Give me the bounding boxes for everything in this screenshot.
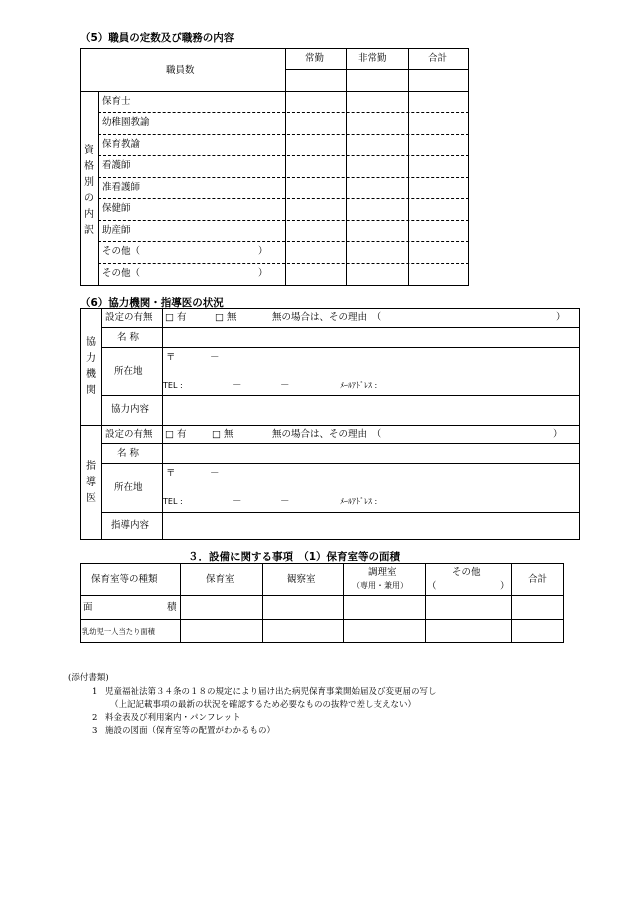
name-label-1: 名 称 xyxy=(117,332,140,343)
attachment-2-num: 2 xyxy=(92,713,98,723)
row-label-other-2-close: ） xyxy=(258,268,268,279)
reason-close-1: ） xyxy=(556,312,566,323)
total-room-header: 合計 xyxy=(528,574,548,585)
setting-label-1: 設定の有無 xyxy=(105,312,153,323)
content-label-1: 協力内容 xyxy=(111,404,150,415)
mail-label-2: ﾒｰﾙｱﾄﾞﾚｽ : xyxy=(340,497,378,506)
row-label-nurse: 看護師 xyxy=(102,160,131,171)
reason-close-2: ） xyxy=(553,429,563,440)
row-label-other-1: その他（ xyxy=(102,246,141,257)
row-label-other-1-close: ） xyxy=(258,246,268,257)
kitchen-note: （専用・兼用） xyxy=(352,581,408,590)
row-label-public-health-nurse: 保健師 xyxy=(102,203,131,214)
mail-label-1: ﾒｰﾙｱﾄﾞﾚｽ : xyxy=(340,381,378,390)
attachment-1-text: 児童福祉法第３４条の１８の規定により届け出た病児保育事業開始届及び変更届の写し xyxy=(105,687,437,697)
row-label-kindergarten: 幼稚園教諭 xyxy=(102,117,150,128)
total-header: 合計 xyxy=(428,53,448,64)
kitchen-header: 調理室 xyxy=(368,567,397,578)
section5-title: （5）職員の定数及び職務の内容 xyxy=(80,32,235,44)
postal-mark-1: 〒 xyxy=(166,352,176,363)
option-yes-2[interactable]: □ 有 xyxy=(165,429,187,440)
attachment-3-num: 3 xyxy=(92,726,98,736)
address-label-2: 所在地 xyxy=(114,482,143,493)
other-paren-open: （ xyxy=(427,581,437,592)
tel-dash1-2: － xyxy=(232,496,242,507)
area-label-b: 積 xyxy=(167,602,177,613)
content-label-2: 指導内容 xyxy=(111,520,150,531)
attachment-1-note: （上記記載事項の最新の状況を確認するため必要なものの抜粋で差し支えない） xyxy=(110,700,417,710)
postal-mark-2: 〒 xyxy=(166,468,176,479)
postal-dash-1: － xyxy=(210,352,220,363)
tel-label-1: TEL : xyxy=(163,381,183,390)
setting-label-2: 設定の有無 xyxy=(105,429,153,440)
row-label-childcare: 保育士 xyxy=(102,96,131,107)
tel-dash2-1: － xyxy=(280,380,290,391)
row-label-other-2: その他（ xyxy=(102,268,141,279)
other-paren-close: ） xyxy=(500,581,510,592)
tel-label-2: TEL : xyxy=(163,497,183,506)
reason-text-1: 無の場合は、その理由 （ xyxy=(272,312,382,323)
staff-count-header: 職員数 xyxy=(166,65,195,76)
row-label-nursery-teacher: 保育教諭 xyxy=(102,139,141,150)
attachments-heading: (添付書類) xyxy=(68,673,109,683)
per-child-area-label: 乳幼児一人当たり面積 xyxy=(82,627,155,636)
supervising-doctor-side-label: 指 導 医 xyxy=(86,461,96,504)
section6-title: （6）協力機関・指導医の状況 xyxy=(80,297,224,309)
option-yes-1[interactable]: □ 有 xyxy=(165,312,187,323)
observation-room-header: 観察室 xyxy=(287,574,316,585)
room-type-header: 保育室等の種類 xyxy=(91,574,158,585)
attachment-2-text: 料金表及び利用案内・パンフレット xyxy=(105,713,241,723)
row-label-midwife: 助産師 xyxy=(102,225,131,236)
reason-text-2: 無の場合は、その理由 （ xyxy=(272,429,382,440)
row-label-assistant-nurse: 准看護師 xyxy=(102,182,141,193)
area-label-a: 面 xyxy=(83,602,93,613)
option-no-1[interactable]: □ 無 xyxy=(215,312,237,323)
nursery-room-header: 保育室 xyxy=(206,574,235,585)
other-header: その他 xyxy=(452,567,481,578)
tel-dash1-1: － xyxy=(232,380,242,391)
part-time-header: 非常勤 xyxy=(358,53,387,64)
attachment-1-num: 1 xyxy=(92,687,98,697)
tel-dash2-2: － xyxy=(280,496,290,507)
qualification-side-label: 資 格 別 の 内 訳 xyxy=(84,145,94,236)
name-label-2: 名 称 xyxy=(117,448,140,459)
address-label-1: 所在地 xyxy=(114,366,143,377)
full-time-header: 常勤 xyxy=(305,53,325,64)
option-no-2[interactable]: □ 無 xyxy=(212,429,234,440)
section3-title: ３．設備に関する事項 （1）保育室等の面積 xyxy=(188,551,401,563)
cooperation-side-label: 協 力 機 関 xyxy=(86,337,96,396)
attachment-3-text: 施設の図面（保育室等の配置がわかるもの） xyxy=(105,726,276,736)
postal-dash-2: － xyxy=(210,468,220,479)
